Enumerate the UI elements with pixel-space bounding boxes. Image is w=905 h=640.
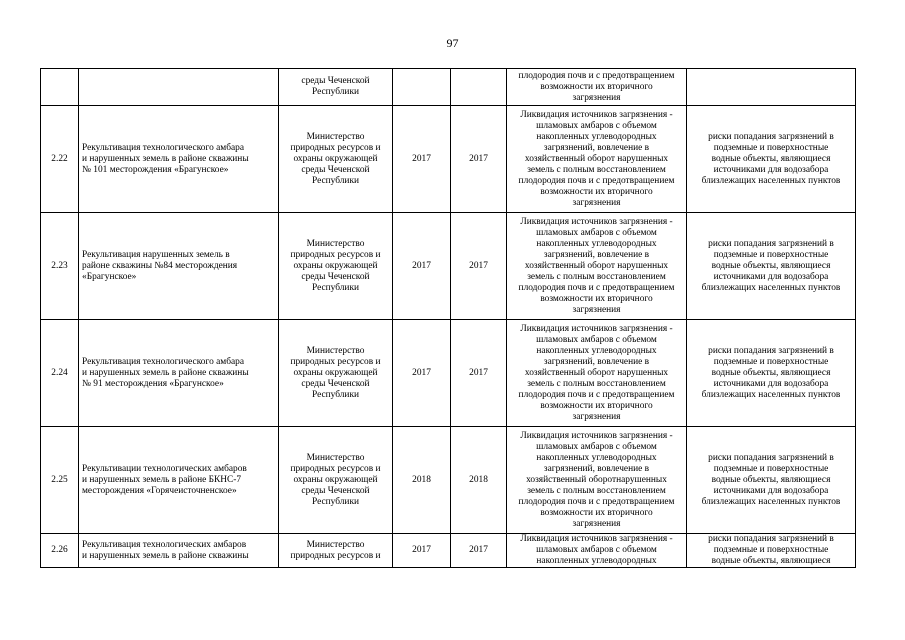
cell-org: Министерство природных ресурсов и охраны окружающей среды Чеченской Республики bbox=[279, 213, 393, 320]
table-row bbox=[41, 106, 856, 213]
cell-name: Рекультивации технологических амбаров и нарушенных земель в районе БКНС-7 месторождения «Горячеисточненское» bbox=[79, 427, 279, 534]
cell-measure: Ликвидация источников загрязнения - шламовых амбаров с объемом накопленных углеводородных загрязнений, вовлечение в хозяйственный оборот нарушенных земель с полным восстановлением плодородия почв и с предотвращением возможности их вторичного загрязнения bbox=[507, 213, 687, 320]
cell-org: Министерство природных ресурсов и охраны окружающей среды Чеченской Республики bbox=[279, 427, 393, 534]
cell-risk: риски попадания загрязнений в подземные и поверхностные водные объекты, являющиеся источниками для водозабора близлежащих населенных пунктов bbox=[687, 320, 856, 427]
cell-start: 2018 bbox=[393, 427, 451, 534]
cell-risk: риски попадания загрязнений в подземные и поверхностные водные объекты, являющиеся источниками для водозабора близлежащих населенных пунктов bbox=[687, 427, 856, 534]
cell-org: Министерство природных ресурсов и охраны окружающей среды Чеченской Республики bbox=[279, 106, 393, 213]
cell-num: 2.22 bbox=[41, 106, 79, 213]
cell-num: 2.26 bbox=[41, 534, 79, 568]
cell-end bbox=[451, 69, 507, 106]
cell-num bbox=[41, 69, 79, 106]
cell-org: среды Чеченской Республики bbox=[279, 69, 393, 106]
cell-measure: плодородия почв и с предотвращением возможности их вторичного загрязнения bbox=[507, 69, 687, 106]
cell-start bbox=[393, 69, 451, 106]
cell-name: Рекультивация технологического амбара и нарушенных земель в районе скважины № 101 месторождения «Брагунское» bbox=[79, 106, 279, 213]
cell-risk bbox=[687, 69, 856, 106]
cell-end: 2017 bbox=[451, 213, 507, 320]
cell-num: 2.23 bbox=[41, 213, 79, 320]
cell-risk: риски попадания загрязнений в подземные и поверхностные водные объекты, являющиеся источниками для водозабора близлежащих населенных пунктов bbox=[687, 106, 856, 213]
table-row-partial bbox=[41, 534, 856, 568]
cell-end: 2017 bbox=[451, 320, 507, 427]
cell-start: 2017 bbox=[393, 320, 451, 427]
cell-start: 2017 bbox=[393, 106, 451, 213]
cell-risk: риски попадания загрязнений в подземные и поверхностные водные объекты, являющиеся bbox=[687, 534, 856, 568]
cell-measure: Ликвидация источников загрязнения - шламовых амбаров с объемом накопленных углеводородных загрязнений, вовлечение в хозяйственный оборот нарушенных земель с полным восстановлением плодородия почв и с предотвращением возможности их вторичного загрязнения bbox=[507, 106, 687, 213]
cell-measure: Ликвидация источников загрязнения - шламовых амбаров с объемом накопленных углеводородных bbox=[507, 534, 687, 568]
cell-end: 2018 bbox=[451, 427, 507, 534]
cell-measure: Ликвидация источников загрязнения - шламовых амбаров с объемом накопленных углеводородных загрязнений, вовлечение в хозяйственный оборот нарушенных земель с полным восстановлением плодородия почв и с предотвращением возможности их вторичного загрязнения bbox=[507, 320, 687, 427]
measures-table bbox=[40, 68, 856, 568]
cell-name: Рекультивация технологического амбара и нарушенных земель в районе скважины № 91 месторождения «Брагунское» bbox=[79, 320, 279, 427]
cell-org: Министерство природных ресурсов и охраны окружающей среды Чеченской Республики bbox=[279, 320, 393, 427]
table-row bbox=[41, 427, 856, 534]
cell-start: 2017 bbox=[393, 213, 451, 320]
page-number: 97 bbox=[446, 36, 459, 50]
cell-start: 2017 bbox=[393, 534, 451, 568]
cell-risk: риски попадания загрязнений в подземные и поверхностные водные объекты, являющиеся источниками для водозабора близлежащих населенных пунктов bbox=[687, 213, 856, 320]
cell-org: Министерство природных ресурсов и bbox=[279, 534, 393, 568]
cell-end: 2017 bbox=[451, 534, 507, 568]
cell-name: Рекультивация технологических амбаров и нарушенных земель в районе скважины bbox=[79, 534, 279, 568]
cell-measure: Ликвидация источников загрязнения - шламовых амбаров с объемом накопленных углеводородных загрязнений, вовлечение в хозяйственный оборотнарушенных земель с полным восстановлением плодородия почв и с предотвращением возможности их вторичного загрязнения bbox=[507, 427, 687, 534]
table-row bbox=[41, 213, 856, 320]
cell-name bbox=[79, 69, 279, 106]
cell-end: 2017 bbox=[451, 106, 507, 213]
table-row-continuation bbox=[41, 69, 856, 106]
cell-name: Рекультивация нарушенных земель в районе скважины №84 месторождения «Брагунское» bbox=[79, 213, 279, 320]
cell-num: 2.25 bbox=[41, 427, 79, 534]
table-row bbox=[41, 320, 856, 427]
cell-num: 2.24 bbox=[41, 320, 79, 427]
